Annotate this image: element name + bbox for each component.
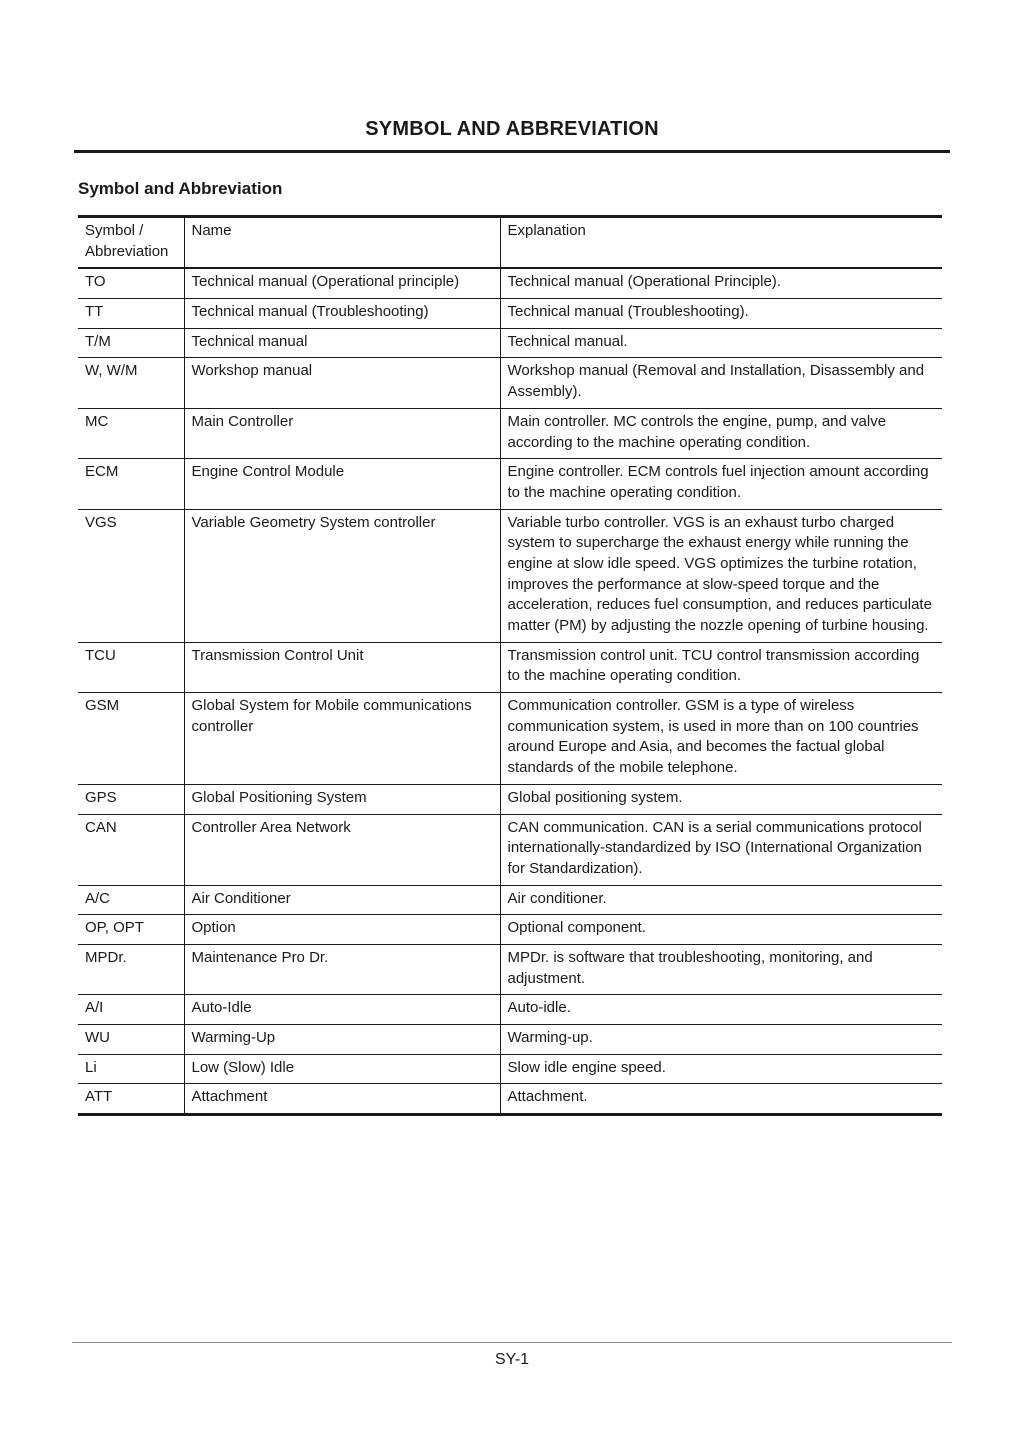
symbol-cell: MPDr. (85, 948, 127, 966)
symbol-cell: TT (85, 303, 104, 321)
table-row (78, 299, 942, 329)
symbol-cell: A/C (85, 889, 111, 907)
name-cell: Transmission Control Unit (184, 642, 500, 692)
explanation-cell: Technical manual. (500, 328, 942, 358)
table-row (78, 784, 942, 814)
table-row (78, 1054, 942, 1084)
name-cell: Controller Area Network (184, 814, 500, 885)
title-rule (74, 150, 950, 153)
table-row (78, 358, 942, 408)
table-row (78, 885, 942, 915)
explanation-cell: Global positioning system. (500, 784, 942, 814)
table-row (78, 459, 942, 509)
symbol-cell: OP, OPT (85, 919, 144, 937)
name-cell: Technical manual (184, 328, 500, 358)
explanation-cell: MPDr. is software that troubleshooting, monitoring, and adjustment. (500, 944, 942, 994)
column-header-symbol: Symbol / Abbreviation (85, 222, 169, 260)
name-cell: Technical manual (Troubleshooting) (184, 299, 500, 329)
table-row (78, 642, 942, 692)
symbol-cell: T/M (85, 332, 111, 350)
page-footer (72, 1342, 952, 1369)
name-cell: Option (184, 915, 500, 945)
explanation-cell: Variable turbo controller. VGS is an exhaust turbo charged system to supercharge the exhaust energy while running the engine at slow idle speed. VGS optimizes the turbine rotation, improves the performance at slow-speed torque and the acceleration, reduces fuel consumption, and reduces particulate matter (PM) by adjusting the nozzle opening of turbine housing. (500, 509, 942, 642)
table-header-row (78, 217, 942, 269)
table-row (78, 1084, 942, 1115)
name-cell: Air Conditioner (184, 885, 500, 915)
table-row (78, 328, 942, 358)
symbol-cell: A/I (85, 999, 104, 1017)
symbol-cell: GSM (85, 697, 120, 715)
table-row (78, 268, 942, 298)
name-cell: Maintenance Pro Dr. (184, 944, 500, 994)
symbol-cell: TCU (85, 646, 116, 664)
name-cell: Warming-Up (184, 1025, 500, 1055)
table-row (78, 509, 942, 642)
name-cell: Attachment (184, 1084, 500, 1115)
explanation-cell: Air conditioner. (500, 885, 942, 915)
section-heading: Symbol and Abbreviation (78, 179, 283, 198)
explanation-cell: Auto-idle. (500, 995, 942, 1025)
explanation-cell: Engine controller. ECM controls fuel injection amount according to the machine operating condition. (500, 459, 942, 509)
table-row (78, 693, 942, 785)
table-row (78, 814, 942, 885)
name-cell: Engine Control Module (184, 459, 500, 509)
explanation-cell: Main controller. MC controls the engine, pump, and valve according to the machine operating condition. (500, 408, 942, 458)
column-header-name: Name (184, 217, 500, 269)
name-cell: Technical manual (Operational principle) (184, 268, 500, 298)
explanation-cell: Transmission control unit. TCU control transmission according to the machine operating condition. (500, 642, 942, 692)
symbol-cell: VGS (85, 513, 117, 531)
explanation-cell: Communication controller. GSM is a type of wireless communication system, is used in more than on 100 countries around Europe and Asia, and becomes the factual global standards of the mobile telephone. (500, 693, 942, 785)
page-number: SY-1 (494, 1351, 530, 1368)
name-cell: Low (Slow) Idle (184, 1054, 500, 1084)
symbol-cell: GPS (85, 788, 117, 806)
explanation-cell: Technical manual (Troubleshooting). (500, 299, 942, 329)
symbol-cell: W, W/M (85, 362, 138, 380)
symbol-cell: WU (85, 1029, 110, 1046)
table-row (78, 1025, 942, 1055)
explanation-cell: CAN communication. CAN is a serial communications protocol internationally-standardized by ISO (International Organization for Standardization). (500, 814, 942, 885)
abbreviation-table (78, 215, 942, 1116)
name-cell: Global System for Mobile communications controller (184, 693, 500, 785)
symbol-cell: Li (85, 1058, 97, 1076)
symbol-cell: ECM (85, 463, 119, 481)
explanation-cell: Optional component. (500, 915, 942, 945)
name-cell: Workshop manual (184, 358, 500, 408)
symbol-cell: MC (85, 412, 109, 430)
table-row (78, 995, 942, 1025)
symbol-cell: TO (85, 273, 106, 291)
table-row (78, 944, 942, 994)
symbol-cell: ATT (85, 1088, 113, 1106)
table-row (78, 408, 942, 458)
table-row (78, 915, 942, 945)
explanation-cell: Technical manual (Operational Principle). (500, 268, 942, 298)
explanation-cell: Slow idle engine speed. (500, 1054, 942, 1084)
name-cell: Variable Geometry System controller (184, 509, 500, 642)
column-header-explanation: Explanation (500, 217, 942, 269)
page-title: SYMBOL AND ABBREVIATION (365, 118, 659, 140)
name-cell: Global Positioning System (184, 784, 500, 814)
name-cell: Auto-Idle (184, 995, 500, 1025)
symbol-cell: CAN (85, 818, 117, 836)
name-cell: Main Controller (184, 408, 500, 458)
abbreviation-table-body (78, 268, 942, 1114)
table-header (78, 217, 942, 269)
explanation-cell: Attachment. (500, 1084, 942, 1115)
explanation-cell: Warming-up. (500, 1025, 942, 1055)
explanation-cell: Workshop manual (Removal and Installation, Disassembly and Assembly). (500, 358, 942, 408)
